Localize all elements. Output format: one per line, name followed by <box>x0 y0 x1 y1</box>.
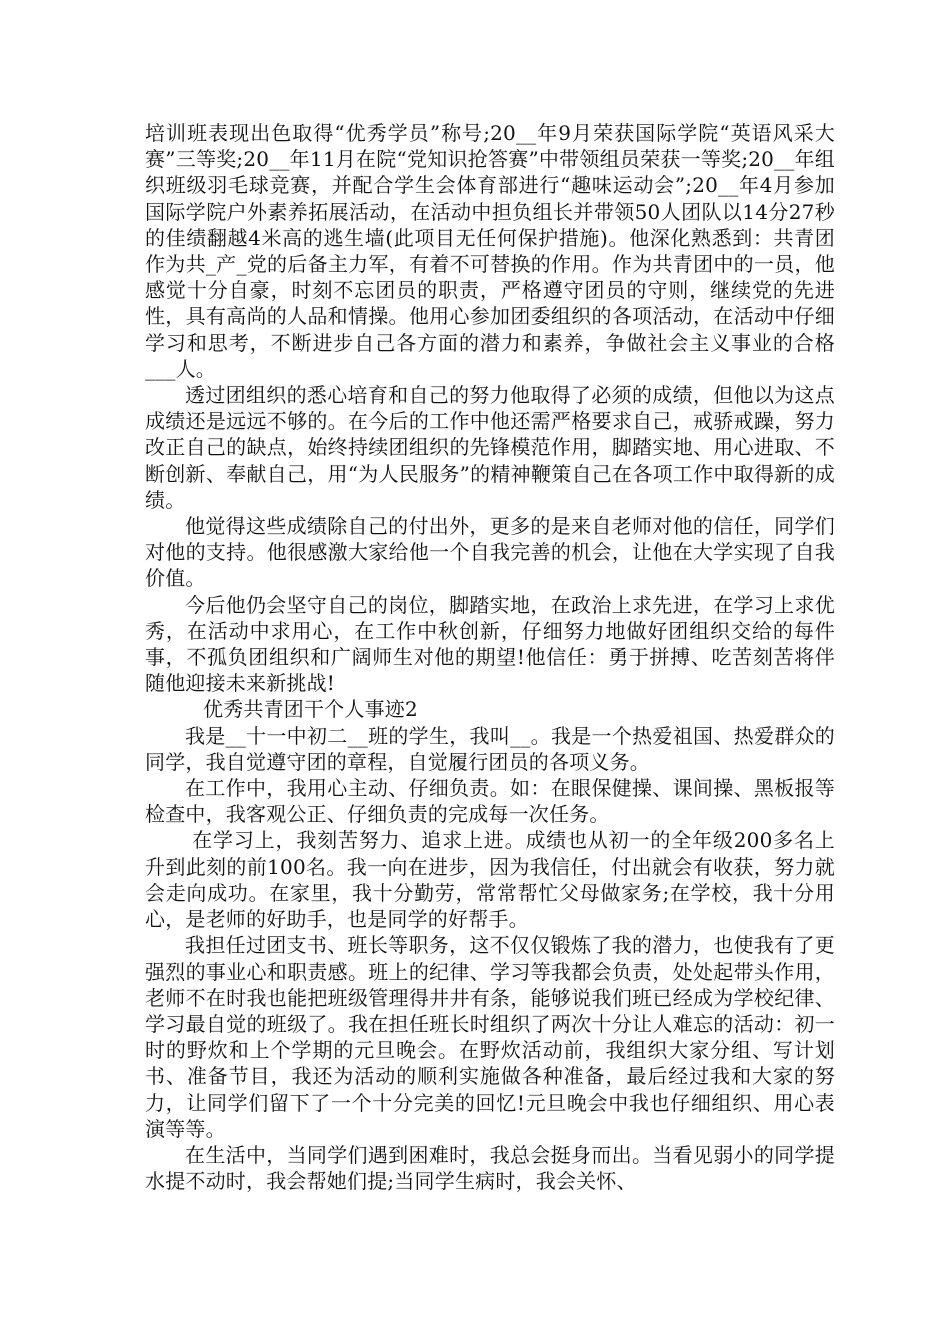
paragraph: 今后他仍会坚守自己的岗位，脚踏实地，在政治上求先进，在学习上求优秀，在活动中求用心，在工作中秋创新，仔细努力地做好团组织交给的每件事，不孤负团组织和广阔师生对他的期望!他信任：勇于拼搏、吃苦刻苦将伴随他迎接未来新挑战! <box>145 592 835 696</box>
section-heading: 优秀共青团干个人事迹2 <box>203 697 418 722</box>
paragraph: 我是__十一中初二__班的学生，我叫__。我是一个热爱祖国、热爱群众的同学，我自觉遵守团的章程，自觉履行团员的各项义务。 <box>145 723 835 774</box>
paragraph: 他觉得这些成绩除自己的付出外，更多的是来自老师对他的信任，同学们对他的支持。他很感激大家给他一个自我完善的机会，让他在大学实现了自我价值。 <box>145 514 835 591</box>
paragraph: 透过团组织的悉心培育和自己的努力他取得了必须的成绩，但他以为这点成绩还是远远不够的。在今后的工作中他还需严格要求自己，戒骄戒躁，努力改正自己的缺点，始终持续团组织的先锋模范作用，脚踏实地、用心进取、不断创新、奉献自己，用“为人民服务”的精神鞭策自己在各项工作中取得新的成绩。 <box>145 383 835 512</box>
document-body <box>145 120 835 1194</box>
paragraph: 我担任过团支书、班长等职务，这不仅仅锻炼了我的潜力，也使我有了更强烈的事业心和职责感。班上的纪律、学习等我都会负责，处处起带头作用，老师不在时我也能把班级管理得井井有条，能够说我们班已经成为学校纪律、学习最自觉的班级了。我在担任班长时组织了两次十分让人难忘的活动：初一时的野炊和上个学期的元旦晚会。在野炊活动前，我组织大家分组、写计划书、准备节目，我还为活动的顺利实施做各种准备，最后经过我和大家的努力，让同学们留下了一个十分完美的回忆!元旦晚会中我也仔细组织、用心表演等等。 <box>145 933 835 1141</box>
paragraph: 培训班表现出色取得“优秀学员”称号;20__年9月荣获国际学院“英语风采大赛”三等奖;20__年11月在院“党知识抢答赛”中带领组员荣获一等奖;20__年组织班级羽毛球竞赛，并配合学生会体育部进行“趣味运动会”;20__年4月参加国际学院户外素养拓展活动，在活动中担负组长并带领50人团队以14分27秒的佳绩翻越4米高的逃生墙(此项目无任何保护措施)。他深化熟悉到：共青团作为共_产_党的后备主力军，有着不可替换的作用。作为共青团中的一员，他感觉十分自豪，时刻不忘团员的职责，严格遵守团员的守则，继续党的先进性，具有高尚的人品和情操。他用心参加团委组织的各项活动，在活动中仔细学习和思考，不断进步自己各方面的潜力和素养，争做社会主义事业的合格___人。 <box>145 121 835 381</box>
paragraph: 在生活中，当同学们遇到困难时，我总会挺身而出。当看见弱小的同学提水提不动时，我会帮她们提;当同学生病时，我会关怀、 <box>145 1142 835 1194</box>
paragraph: 在学习上，我刻苦努力、追求上进。成绩也从初一的全年级200多名上升到此刻的前100名。我一向在进步，因为我信任，付出就会有收获，努力就会走向成功。在家里，我十分勤劳，常常帮忙父母做家务;在学校，我十分用心，是老师的好助手，也是同学的好帮手。 <box>145 828 835 932</box>
paragraph: 在工作中，我用心主动、仔细负责。如：在眼保健操、课间操、黑板报等检查中，我客观公正、仔细负责的完成每一次任务。 <box>145 776 835 827</box>
